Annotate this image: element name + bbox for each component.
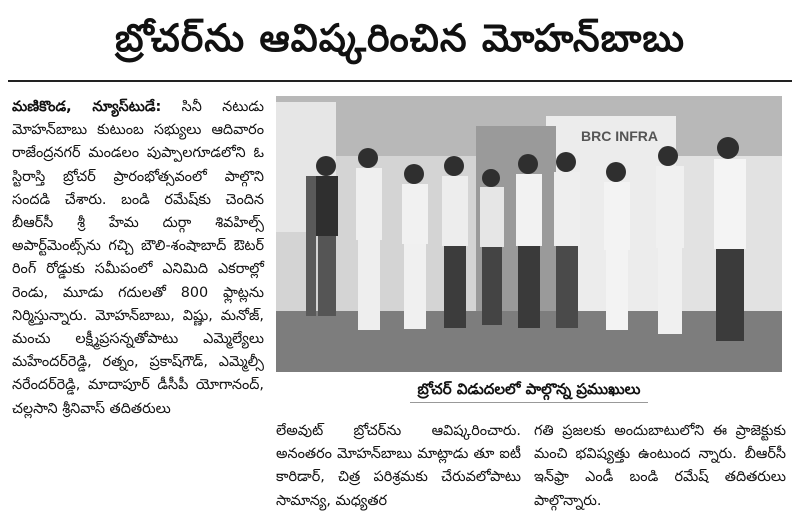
photo-caption-text: బ్రోచర్ విడుదలలో పాల్గొన్న ప్రముఖులు (410, 376, 649, 403)
news-photo (276, 96, 782, 372)
headline: బ్రోచర్‌ను ఆవిష్కరించిన మోహన్‌బాబు (115, 16, 685, 60)
dateline: మణికొండ, న్యూస్‌టుడే: (12, 99, 162, 115)
photo-caption (276, 376, 782, 402)
article-left-column (12, 96, 264, 421)
left-column-text: సినీ నటుడు మోహన్‌బాబు కుటుంబ సభ్యులు ఆదివారం రాజేంద్రనగర్ మండలం పుప్పాలగూడలోని ఓ స్టిరాస్తి బ్రోచర్ ప్రారంభోత్సవంలో పాల్గొని సందడి చేశారు. బండి రమేష్‌కు చెందిన బీఆర్‌సీ శ్రీ హేమ దుర్గా శివహిల్స్ అపార్ట్‌మెంట్స్‌ను గచ్చి బౌలి-శంషాబాద్ ఔటర్ రింగ్ రోడ్డుకు సమీపంలో ఎనిమిది ఎకరాల్లో రెండు, మూడు గదులతో 800 ఫ్లాట్లను నిర్మిస్తున్నారు. మోహన్‌బాబు, విష్ణు, మనోజ్, మంచు లక్ష్మీప్రసన్నతోపాటు ఎమ్మెల్యేలు మహేందర్‌రెడ్డి, రత్నం, ప్రకాష్‌గౌడ్, ఎమ్మెల్సీ నరేందర్‌రెడ్డి, మాదాపూర్ డీసీపీ యోగానంద్, చల్లసాని శ్రీనివాస్ తదితరులు (12, 99, 264, 417)
photo-banner-text: BRC INFRA (581, 128, 658, 144)
headline-rule (8, 80, 792, 82)
article-mid-column: లేఅవుట్ బ్రోచర్‌ను ఆవిష్కరించారు. అనంతరం మోహన్‌బాబు మాట్లాడు తూ ఐటీ కారిడార్, చిత్ర పరిశ్రమకు చేరువలోపాటు సామాన్య, మధ్యతర (276, 423, 521, 509)
photo-illustration (276, 96, 782, 372)
article-right-column: గతి ప్రజలకు అందుబాటులోని ఈ ప్రాజెక్టుకు మంచి భవిష్యత్తు ఉంటుంద న్నారు. బీఆర్‌సీ ఇన్‌ఫ్రా ఎండీ బండి రమేష్ తదితరులు పాల్గొన్నారు. (534, 423, 786, 509)
